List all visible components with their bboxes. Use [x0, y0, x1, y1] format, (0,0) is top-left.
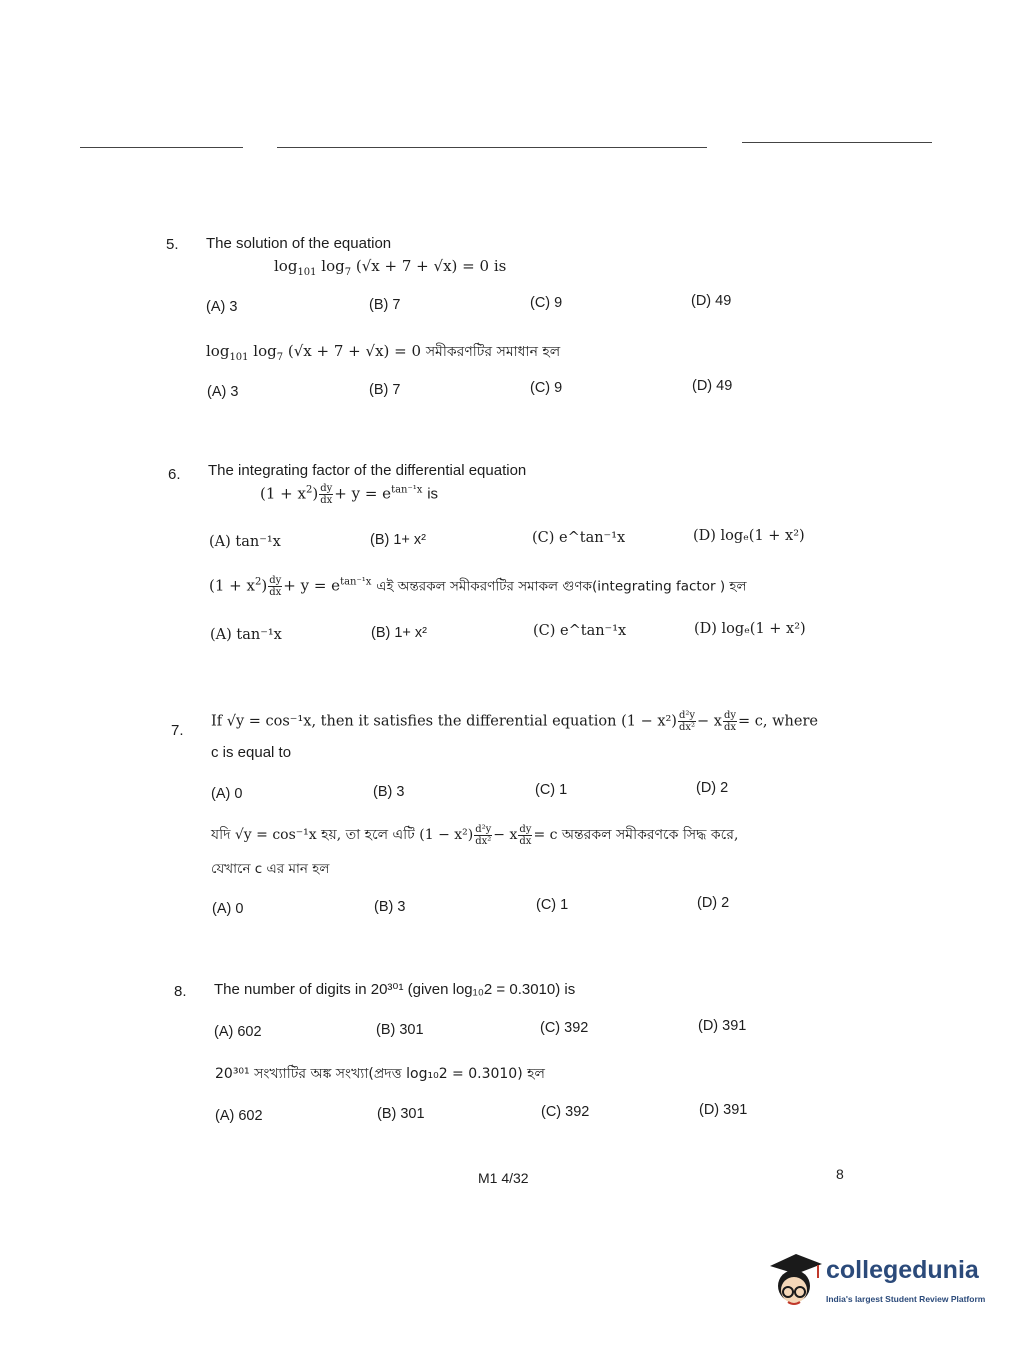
- question-7-number: 7.: [171, 722, 184, 739]
- q5-bn-option-a[interactable]: (A) 3: [207, 384, 239, 400]
- q8-option-a[interactable]: (A) 602: [214, 1024, 262, 1040]
- log-base-7: 7: [276, 352, 284, 363]
- q7-bn-option-a[interactable]: (A) 0: [212, 901, 244, 917]
- question-5-stem: The solution of the equation: [206, 235, 392, 252]
- q6-bn-option-b[interactable]: (B) 1+ x²: [371, 625, 427, 641]
- bn-part-b: − x: [493, 827, 518, 843]
- bengali-suffix: সমীকরণটির সমাধান হল: [425, 344, 561, 360]
- q5-bn-option-d[interactable]: (D) 49: [692, 378, 733, 394]
- eq-mid: + y = e: [334, 484, 392, 503]
- q7-option-b[interactable]: (B) 3: [373, 784, 405, 800]
- bengali-text: এই অন্তরকল সমীকরণটির সমাকল গুণক(integrating factor ) হল: [376, 578, 747, 595]
- log-base-7: 7: [344, 267, 352, 278]
- log-text: log: [274, 257, 298, 275]
- d2y-dx2-fraction: $\frac{\text{d²y}}{\text{dx²}}$: [475, 823, 492, 847]
- q6-bn-option-a[interactable]: (A) tan⁻¹x: [210, 627, 282, 643]
- q5-option-b[interactable]: (B) 7: [369, 297, 401, 313]
- question-7-bengali-line2: যেখানে c এর মান হল: [211, 861, 330, 877]
- eq-exponent: tan⁻¹x: [391, 484, 423, 496]
- q6-option-d[interactable]: (D) logₑ(1 + x²): [693, 528, 805, 544]
- q5-option-c[interactable]: (C) 9: [530, 295, 563, 311]
- equation-suffix: is: [493, 257, 507, 275]
- eq-mid: + y = e: [283, 576, 341, 595]
- bn-part-a: যদি √y = cos⁻¹x হয়, তা হলে এটি (1 − x²): [211, 827, 474, 843]
- dy-dx-fraction: $\frac{dy}{dx}$: [320, 483, 333, 506]
- stem-part-a: If √y = cos⁻¹x, then it satisfies the differential equation (1 − x²): [211, 713, 677, 730]
- q6-bn-option-d[interactable]: (D) logₑ(1 + x²): [694, 621, 806, 637]
- log-text-2: log: [316, 257, 345, 275]
- question-6-stem: The integrating factor of the differential equation: [208, 462, 527, 479]
- q6-option-b[interactable]: (B) 1+ x²: [370, 532, 426, 548]
- log-text-2: log: [248, 342, 277, 360]
- question-8-number: 8.: [174, 983, 187, 1000]
- dy-dx-fraction: $\frac{dy}{dx}$: [519, 823, 532, 847]
- q7-option-d[interactable]: (D) 2: [696, 780, 729, 796]
- question-5-bengali: [206, 340, 560, 364]
- q5-bn-option-b[interactable]: (B) 7: [369, 382, 401, 398]
- log-base-101: 101: [229, 352, 249, 363]
- dy-dx-fraction: $\frac{dy}{dx}$: [269, 575, 282, 598]
- question-7-stem: [211, 710, 818, 733]
- question-8-bengali: 20³⁰¹ সংখ্যাটির অঙ্ক সংখ্যা(প্রদত্ত log₁₀2 = 0.3010) হল: [215, 1066, 545, 1082]
- equation-body: (√x + 7 + √x) = 0: [355, 257, 490, 275]
- question-7-stem-line2: c is equal to: [211, 744, 292, 761]
- header-rule-right: [742, 142, 932, 143]
- q7-option-c[interactable]: (C) 1: [535, 782, 568, 798]
- q7-bn-option-c[interactable]: (C) 1: [536, 897, 569, 913]
- stem-part-c: = c, where: [738, 713, 818, 730]
- eq-suffix: is: [427, 485, 439, 503]
- q8-option-d[interactable]: (D) 391: [698, 1018, 747, 1034]
- logo-tagline: India's largest Student Review Platform: [826, 1294, 986, 1304]
- q8-bn-option-a[interactable]: (A) 602: [215, 1108, 263, 1124]
- q5-option-d[interactable]: (D) 49: [691, 293, 732, 309]
- question-8-stem: The number of digits in 20³⁰¹ (given log₁₀2 = 0.3010) is: [214, 981, 576, 998]
- q7-bn-option-b[interactable]: (B) 3: [374, 899, 406, 915]
- question-6-equation: $(1 + x^2)$ $\frac{dy}{dx}$ + $y = e^{tan^{-1}x}$ is: [260, 483, 439, 506]
- page-code: M1 4/32: [478, 1170, 529, 1186]
- q7-option-a[interactable]: (A) 0: [211, 786, 243, 802]
- page-mark: 8: [836, 1166, 844, 1182]
- q5-bn-option-c[interactable]: (C) 9: [530, 380, 563, 396]
- eq-left: (1 + x: [209, 576, 255, 595]
- d2y-dx2-fraction: $\frac{\text{d²y}}{\text{dx²}}$: [678, 710, 696, 733]
- q8-option-c[interactable]: (C) 392: [540, 1020, 589, 1036]
- logo-brand: collegedunia: [826, 1256, 979, 1284]
- header-rule-middle: [277, 147, 707, 148]
- header-rule-left: [80, 147, 243, 148]
- question-7-bengali: [211, 823, 738, 847]
- question-6-number: 6.: [168, 466, 181, 483]
- q8-bn-option-c[interactable]: (C) 392: [541, 1104, 590, 1120]
- bn-part-c: = c অন্তরকল সমীকরণকে সিদ্ধ করে,: [533, 827, 739, 843]
- student-mascot-icon: [766, 1250, 824, 1314]
- collegedunia-logo[interactable]: [766, 1250, 996, 1320]
- log-base-101: 101: [297, 267, 317, 278]
- q6-option-c[interactable]: (C) e^tan⁻¹x: [532, 530, 626, 546]
- equation-body: (√x + 7 + √x) = 0: [287, 342, 422, 360]
- log-text: log: [206, 342, 230, 360]
- q8-option-b[interactable]: (B) 301: [376, 1022, 424, 1038]
- q8-bn-option-b[interactable]: (B) 301: [377, 1106, 425, 1122]
- q6-option-a[interactable]: (A) tan⁻¹x: [209, 534, 281, 550]
- q6-bn-option-c[interactable]: (C) e^tan⁻¹x: [533, 623, 627, 639]
- q7-bn-option-d[interactable]: (D) 2: [697, 895, 730, 911]
- q5-option-a[interactable]: (A) 3: [206, 299, 238, 315]
- question-5-number: 5.: [166, 236, 179, 253]
- eq-exponent: tan⁻¹x: [340, 576, 372, 588]
- eq-left: (1 + x: [260, 484, 306, 503]
- q8-bn-option-d[interactable]: (D) 391: [699, 1102, 748, 1118]
- stem-part-b: − x: [697, 713, 722, 730]
- dy-dx-fraction: $\frac{dy}{dx}$: [723, 710, 737, 733]
- question-5-equation: [274, 257, 506, 278]
- question-6-bengali: $(1 + x^2)$ $\frac{dy}{dx}$ + $y = e^{tan^{-1}x}$ এই অন্তরকল সমীকরণটির সমাকল গুণক(integrating factor ) হল: [209, 575, 747, 598]
